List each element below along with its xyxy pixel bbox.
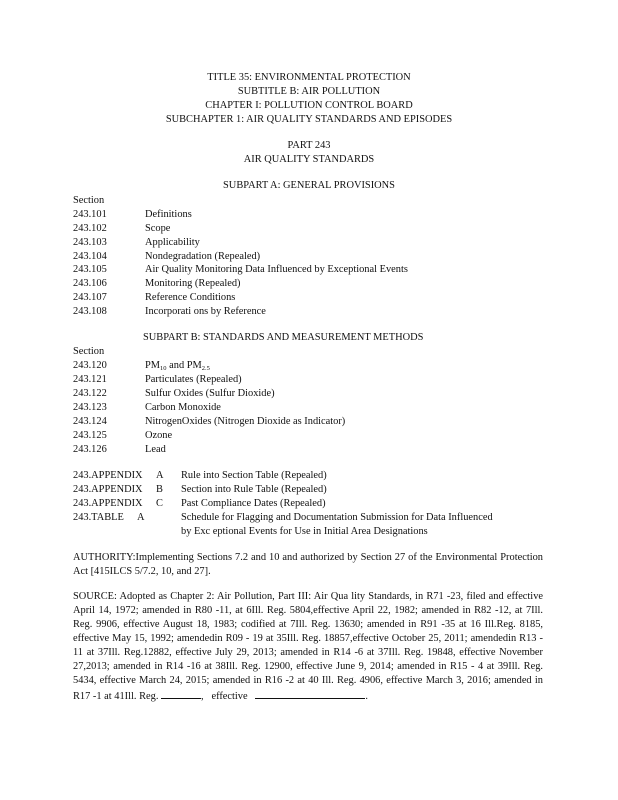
source-paragraph [73,590,543,704]
appendix-title: Section into Rule Table (Repealed) [181,484,327,495]
section-number: 243.103 [73,237,107,248]
table-letter: A [137,512,145,523]
part-title: AIR QUALITY STANDARDS [243,154,375,165]
section-number: 243.108 [73,306,107,317]
section-title: Applicability [145,237,200,248]
appendix-label: 243.APPENDIX [73,498,143,509]
appendix-label: 243.APPENDIX [73,484,143,495]
appendix-title: Rule into Section Table (Repealed) [181,470,327,481]
pm-and: and [169,360,185,371]
chapter-line: CHAPTER I: POLLUTION CONTROL BOARD [205,100,413,111]
section-title: Monitoring (Repealed) [145,278,241,289]
section-number: 243.123 [73,402,107,413]
section-number: 243.107 [73,292,107,303]
pm-label: PM [145,360,161,371]
section-title: NitrogenOxides (Nitrogen Dioxide as Indicator) [145,416,346,427]
section-number: 243.106 [73,278,107,289]
source-period: . [365,691,369,702]
source-text: SOURCE: Adopted as Chapter 2: Air Pollution, Part III: Air Qua lity Standards, in R71 -23, filed and effective April 14, 1972; amended in R80 -11, at 6Ill. Reg. 5804,effective April 22, 1982; amended in R82 -12, at 7Ill. Reg. 9906, effective August 18, 1983; codified at 7Ill. Reg. 13630; amended in R91 -35 at 16 Ill.Reg. 8185, effective May 15, 1992; amendedin R09 - 19 at 35Ill. Reg. 18857,effective October 25, 2011; amendedin R13 - 11 at 37Ill. Reg.12882, effective July 29, 2013; amended in R14 -6 at 37Ill. Reg. 19848, effective November 27,2013; amended in R14 -16 at 38Ill. Reg. 12900, effective June 9, 2014; amended in R15 - 4 at 39Ill. Reg. 5434, effective March 24, 2015; amended in R16 -2 at 40 Ill. Reg. 4906, effective March 3, 2016; amended in R17 -1 at 41Ill. Reg. [73,591,543,702]
section-number: 243.120 [73,360,107,371]
table-title-line: Schedule for Flagging and Documentation Submission for Data Influenced [181,512,493,523]
subpart-b-heading: SUBPART B: STANDARDS AND MEASUREMENT METHODS [143,332,424,343]
section-number: 243.105 [73,264,107,275]
section-number: 243.104 [73,251,107,262]
section-title: Reference Conditions [145,292,236,303]
section-number: 243.102 [73,223,107,234]
subtitle-line: SUBTITLE B: AIR POLLUTION [237,86,381,97]
section-title-pm [145,360,210,373]
subpart-a-heading: SUBPART A: GENERAL PROVISIONS [223,180,395,191]
section-title: Nondegradation (Repealed) [145,251,261,262]
section-number: 243.121 [73,374,107,385]
section-number: 243.122 [73,388,107,399]
section-number: 243.101 [73,209,107,220]
pm-label: PM [186,360,202,371]
source-effective: effective [211,691,248,702]
part-number: PART 243 [287,140,331,151]
register-page-blank [161,688,201,699]
section-title: Lead [145,444,166,455]
effective-date-blank [255,688,365,699]
pm25-subscript: 2.5 [201,365,210,372]
authority-paragraph: AUTHORITY:Implementing Sections 7.2 and 10 and authorized by Section 27 of the Environmental Protection Act [415ILCS 5/7.2, 10, and 27]. [73,552,543,577]
table-label: 243.TABLE [73,512,124,523]
table-title-line: by Exc eptional Events for Use in Initial Area Designations [181,526,428,537]
section-title: Carbon Monoxide [145,402,221,413]
section-title: Scope [145,223,171,234]
title-line: TITLE 35: ENVIRONMENTAL PROTECTION [207,72,411,83]
section-number: 243.125 [73,430,107,441]
appendix-letter: B [156,484,163,495]
section-label: Section [73,346,105,357]
pm10-subscript: 10 [160,365,167,372]
source-comma: , [201,691,204,702]
section-title: Incorporati ons by Reference [145,306,266,317]
section-number: 243.124 [73,416,107,427]
section-number: 243.126 [73,444,107,455]
section-label: Section [73,195,105,206]
appendix-letter: C [156,498,163,509]
appendix-label: 243.APPENDIX [73,470,143,481]
appendix-letter: A [156,470,164,481]
appendix-title: Past Compliance Dates (Repealed) [181,498,326,509]
section-title: Sulfur Oxides (Sulfur Dioxide) [145,388,275,399]
section-title: Definitions [145,209,192,220]
section-title: Ozone [145,430,173,441]
subchapter-line: SUBCHAPTER 1: AIR QUALITY STANDARDS AND EPISODES [165,114,453,125]
section-title: Air Quality Monitoring Data Influenced by Exceptional Events [145,264,408,275]
section-title: Particulates (Repealed) [145,374,242,385]
